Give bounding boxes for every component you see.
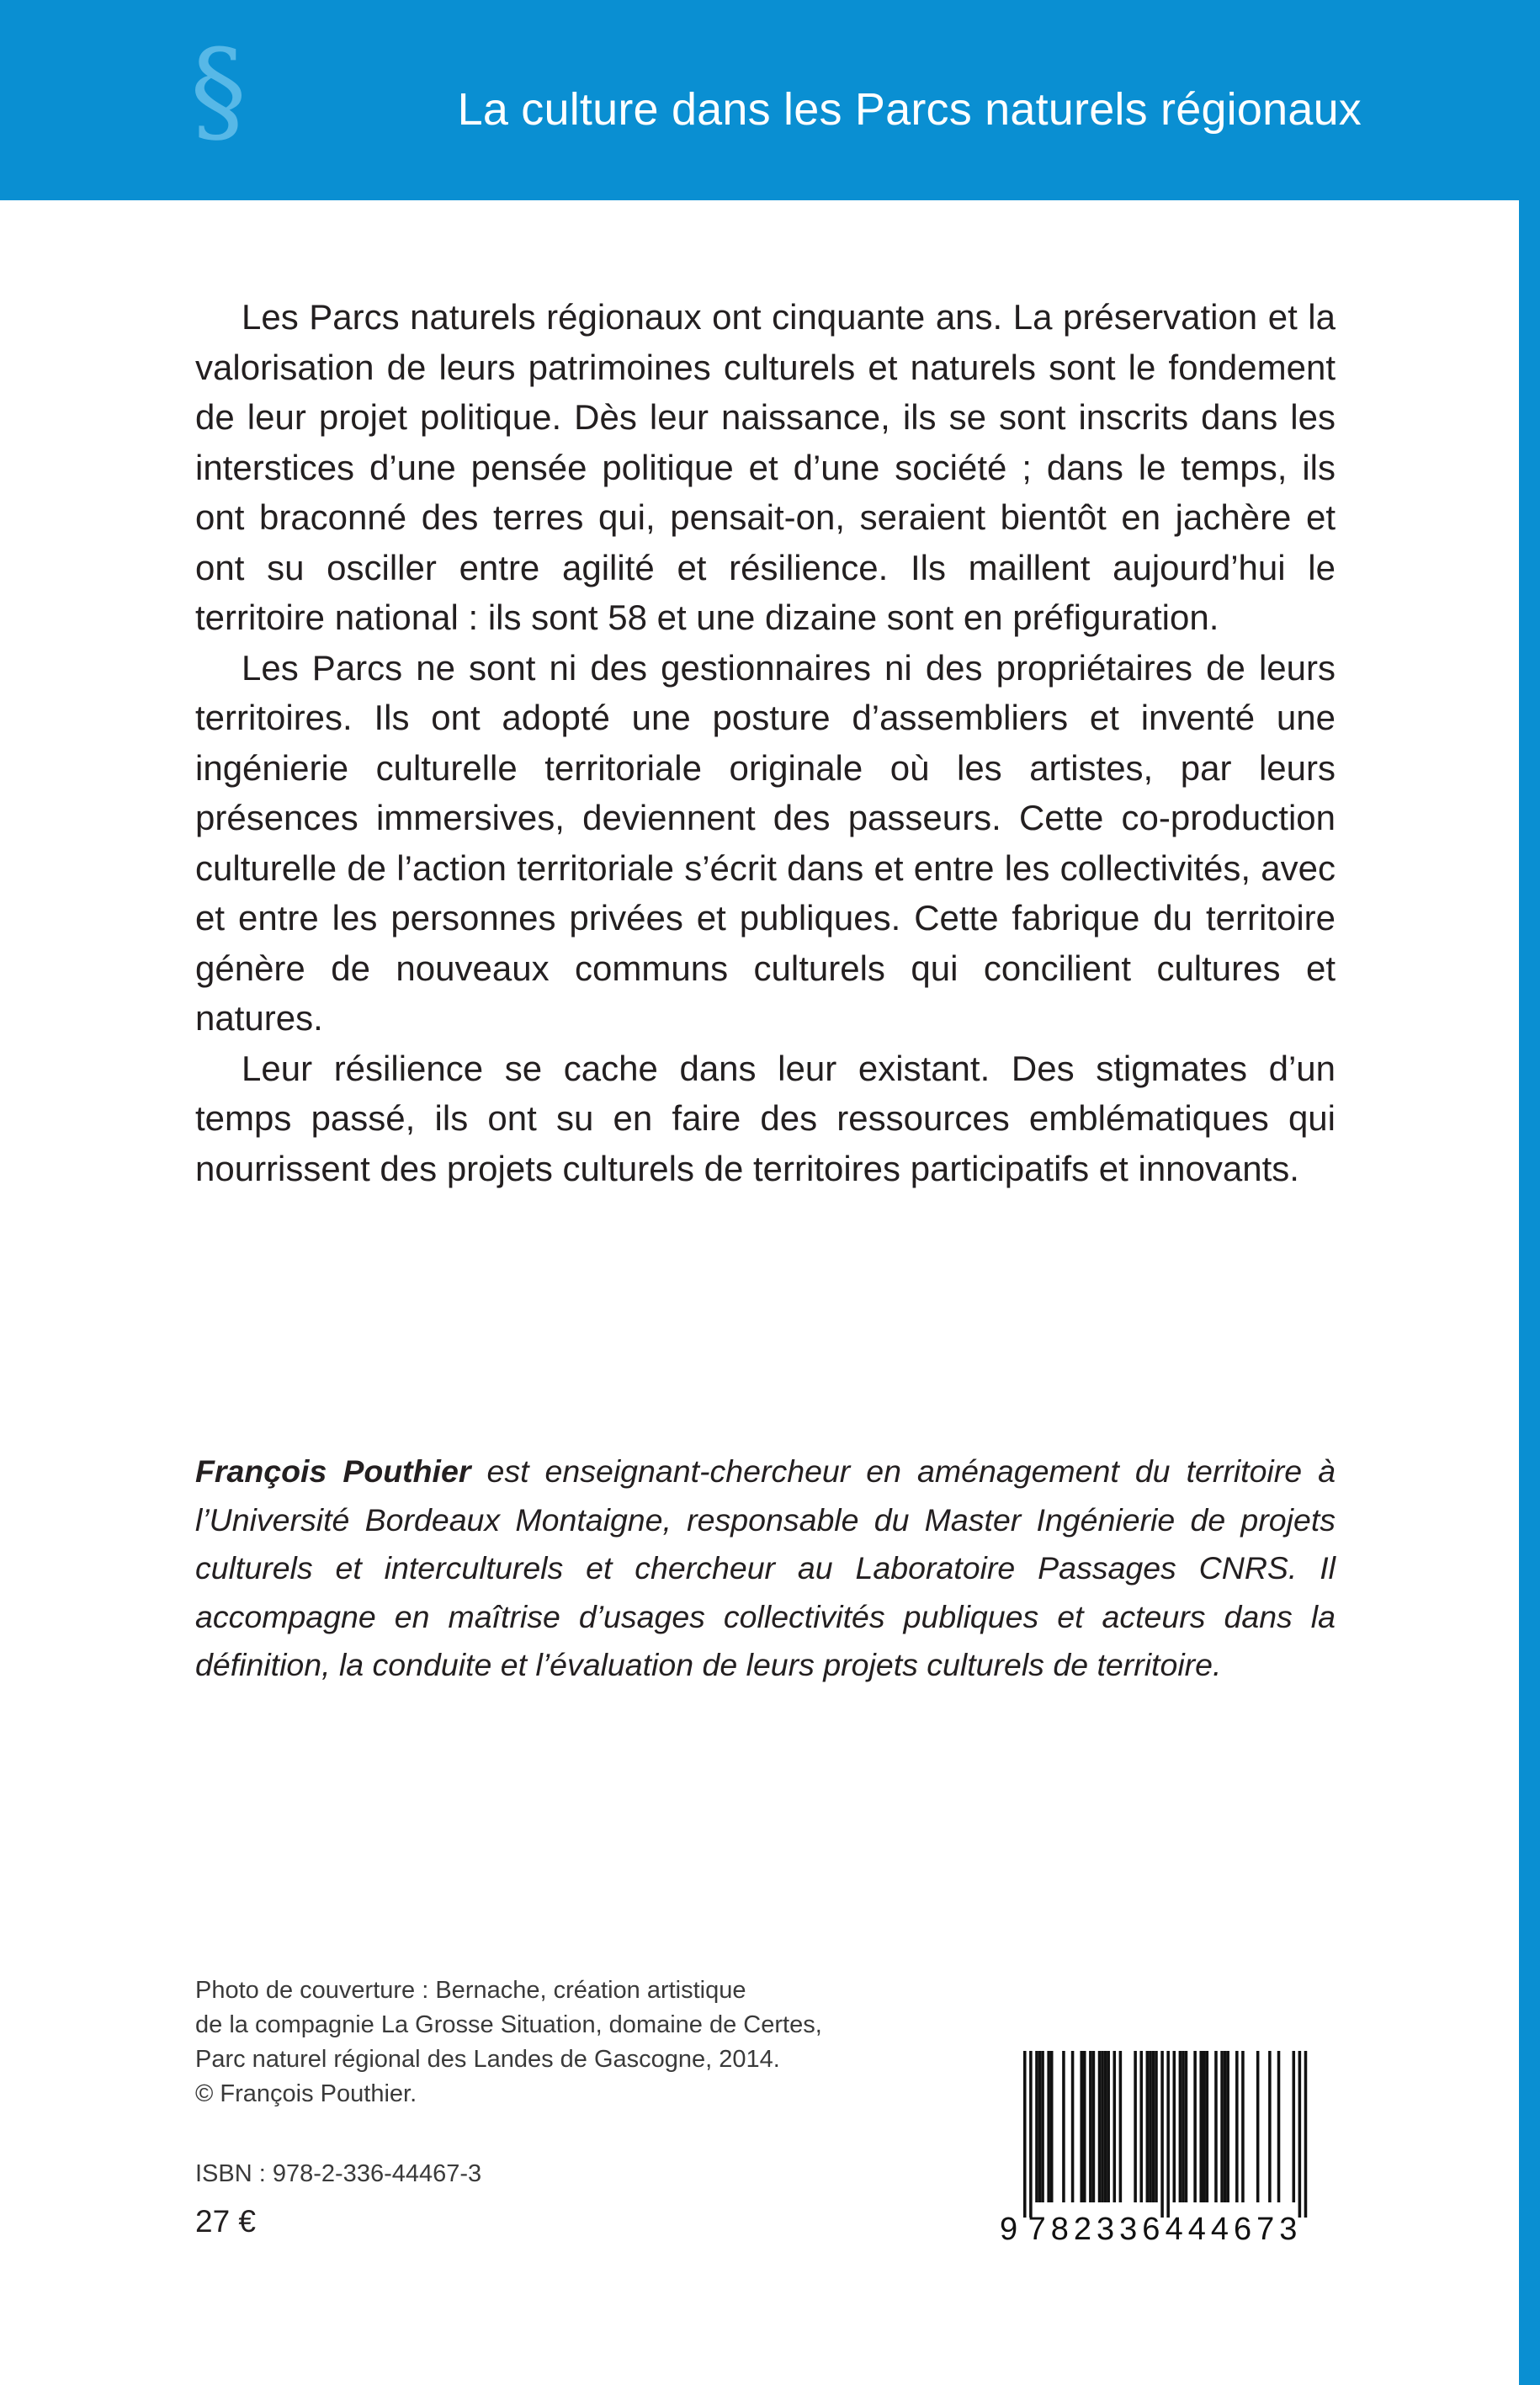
barcode-bar bbox=[1041, 2051, 1044, 2202]
barcode-bar bbox=[1139, 2051, 1143, 2202]
barcode-bar bbox=[1038, 2051, 1042, 2202]
barcode-bar bbox=[1119, 2051, 1123, 2202]
barcode-bar bbox=[1047, 2051, 1050, 2202]
barcode-guard-bar bbox=[1023, 2051, 1027, 2218]
cover-photo-credits bbox=[195, 1973, 852, 2111]
barcode-bar bbox=[1062, 2051, 1065, 2202]
barcode-bar bbox=[1146, 2051, 1150, 2202]
barcode-bar bbox=[1134, 2051, 1137, 2202]
barcode-guard-bar bbox=[1029, 2051, 1033, 2218]
barcode-bar bbox=[1268, 2051, 1272, 2202]
barcode-right-digits: 444673 bbox=[1165, 2212, 1303, 2242]
barcode-bar bbox=[1277, 2051, 1281, 2202]
barcode-bar bbox=[1220, 2051, 1224, 2202]
barcode-bar bbox=[1152, 2051, 1155, 2202]
barcode-graphic bbox=[1000, 2048, 1321, 2242]
price: 27 € bbox=[195, 2204, 257, 2239]
barcode-bar bbox=[1113, 2051, 1117, 2202]
barcode-bar bbox=[1182, 2051, 1185, 2202]
barcode-bar bbox=[1179, 2051, 1182, 2202]
barcode-bar bbox=[1293, 2051, 1296, 2202]
barcode-bar bbox=[1241, 2051, 1245, 2202]
barcode-bar bbox=[1226, 2051, 1229, 2202]
barcode-bar bbox=[1193, 2051, 1197, 2202]
author-name: François Pouthier bbox=[195, 1453, 471, 1489]
credit-line: de la compagnie La Grosse Situation, domaine de Certes, bbox=[195, 2011, 822, 2038]
author-bio-text: est enseignant-chercheur en aménagement du territoire à l’Université Bordeaux Montaigne, responsable du Master Ingénierie de projets culturels et interculturels et chercheur au Laboratoire Passages CNRS. Il accompagne en maîtrise d’usages collectivités publiques et acteurs dans la définition, la conduite et l’évaluation de leurs projets culturels de territoire. bbox=[195, 1453, 1336, 1682]
barcode-bar bbox=[1083, 2051, 1086, 2202]
barcode-bar bbox=[1101, 2051, 1104, 2202]
barcode-bar bbox=[1214, 2051, 1218, 2202]
barcode-bar bbox=[1173, 2051, 1176, 2202]
barcode-bar bbox=[1104, 2051, 1107, 2202]
blurb-paragraph: Leur résilience se cache dans leur existant. Des stigmates d’un temps passé, ils ont su en faire des ressources emblématiques qui nourrissent des projets culturels de territoires participatifs et innovants. bbox=[195, 1048, 1336, 1188]
barcode-bar bbox=[1203, 2051, 1206, 2202]
barcode-guard-bar bbox=[1166, 2051, 1170, 2218]
barcode-bar bbox=[1050, 2051, 1054, 2202]
barcode-bar bbox=[1256, 2051, 1260, 2202]
barcode-bar bbox=[1107, 2051, 1110, 2202]
barcode-bar bbox=[1071, 2051, 1075, 2202]
credit-line: Photo de couverture : Bernache, création artistique bbox=[195, 1977, 746, 2004]
back-cover-blurb bbox=[195, 292, 1336, 1193]
barcode-bar bbox=[1199, 2051, 1203, 2202]
author-bio bbox=[195, 1447, 1336, 1690]
blurb-paragraph: Les Parcs naturels régionaux ont cinquante ans. La préservation et la valorisation de leurs patrimoines culturels et naturels sont le fondement de leur projet politique. Dès leur naissance, ils se sont inscrits dans les interstices d’une pensée politique et d’une société ; dans le temps, ils ont braconné des terres qui, pensait-on, seraient bientôt en jachère et ont su osciller entre agilité et résilience. Ils maillent aujourd’hui le territoire national : ils sont 58 et une dizaine sont en préfiguration. bbox=[195, 297, 1336, 637]
credit-line: © François Pouthier. bbox=[195, 2080, 417, 2107]
blurb-paragraph: Les Parcs ne sont ni des gestionnaires ni des propriétaires de leurs territoires. Ils ont adopté une posture d’assembliers et inventé une ingénierie culturelle territoriale originale où les artistes, par leurs présences immersives, deviennent des passeurs. Cette co-production culturelle de l’action territoriale s’écrit dans et entre les collectivités, avec et entre les personnes privées et publiques. Cette fabrique du territoire génère de nouveaux communs culturels qui concilient cultures et natures. bbox=[195, 647, 1336, 1038]
barcode-bar bbox=[1035, 2051, 1038, 2202]
barcode-guard-bar bbox=[1298, 2051, 1302, 2218]
barcode-bar bbox=[1080, 2051, 1083, 2202]
barcode-bar bbox=[1235, 2051, 1239, 2202]
section-mark-icon: § bbox=[190, 25, 247, 157]
barcode-bar bbox=[1224, 2051, 1227, 2202]
barcode-left-digits: 782336 bbox=[1028, 2212, 1166, 2242]
barcode-guard-bar bbox=[1304, 2051, 1308, 2218]
barcode-bar bbox=[1185, 2051, 1188, 2202]
barcode-bar bbox=[1206, 2051, 1209, 2202]
barcode-bar bbox=[1155, 2051, 1158, 2202]
barcode-guard-bar bbox=[1160, 2051, 1164, 2218]
spine-edge-band bbox=[1519, 0, 1540, 2385]
barcode-bar bbox=[1089, 2051, 1092, 2202]
barcode-bar bbox=[1098, 2051, 1102, 2202]
credit-line: Parc naturel régional des Landes de Gascogne, 2014. bbox=[195, 2046, 780, 2073]
barcode-first-digit: 9 bbox=[1000, 2212, 1018, 2242]
isbn: ISBN : 978-2-336-44467-3 bbox=[195, 2160, 482, 2187]
barcode-bar bbox=[1092, 2051, 1096, 2202]
series-title: La culture dans les Parcs naturels régionaux bbox=[457, 84, 1362, 135]
isbn-barcode bbox=[1000, 2048, 1321, 2242]
barcode-bar bbox=[1149, 2051, 1152, 2202]
